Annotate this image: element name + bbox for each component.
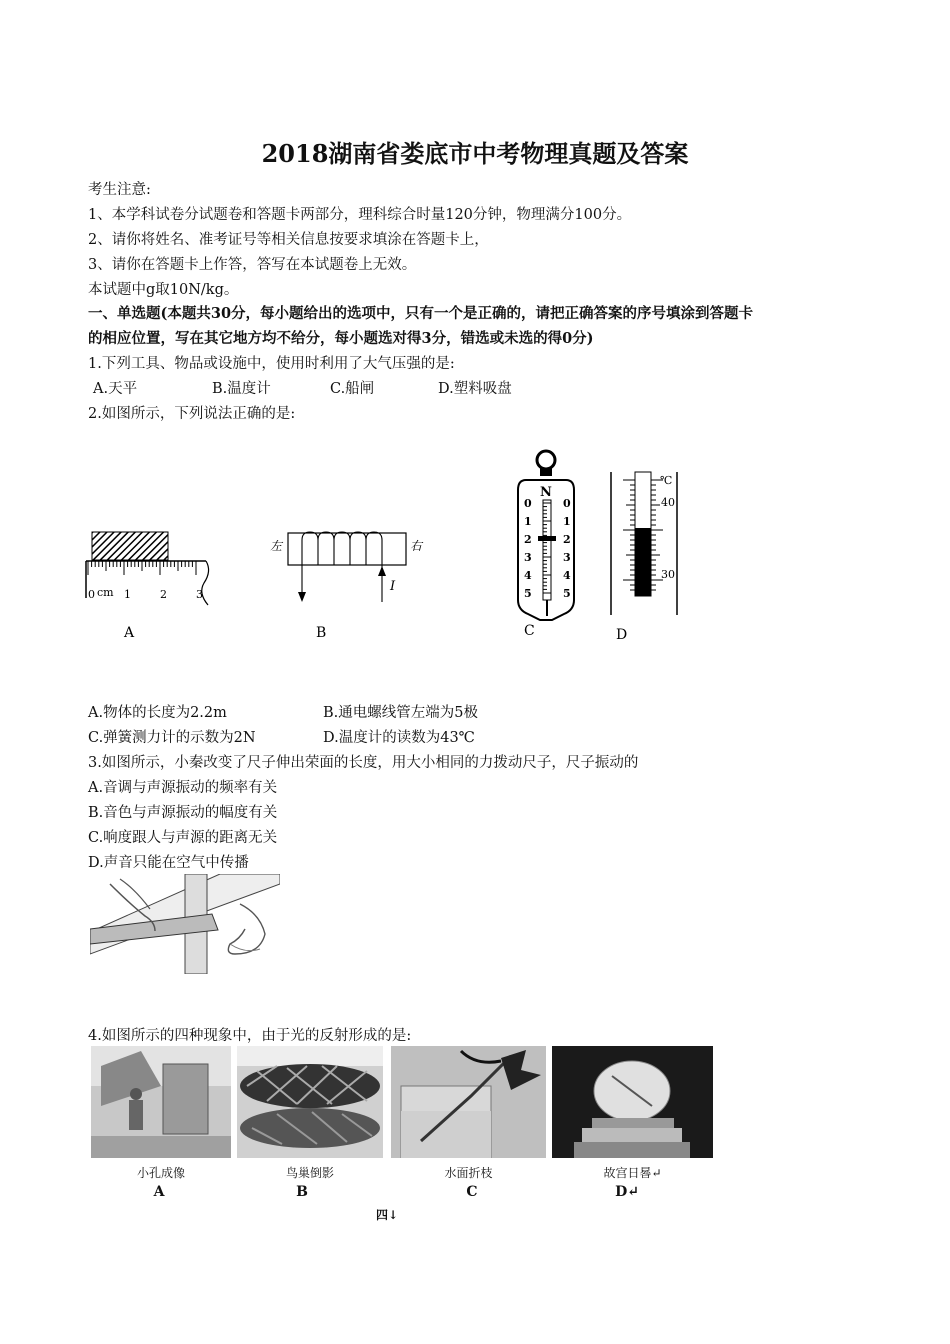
q3-figure — [90, 874, 280, 974]
label-c: C — [466, 1184, 478, 1200]
q3-option-d: D.声音只能在空气中传播 — [88, 855, 249, 871]
q1-option-d: D.塑料吸盘 — [438, 381, 512, 397]
label-a: A — [153, 1184, 165, 1200]
spring-tick-r-1: 1 — [563, 515, 571, 528]
page-title: 2018湖南省娄底市中考物理真题及答案 — [261, 139, 689, 168]
ruler-figure — [86, 532, 209, 605]
solenoid-figure — [270, 532, 424, 602]
ruler-unit: cm — [97, 586, 114, 599]
section-heading-line-1: 一、单选题(本题共30分，每小题给出的选项中，只有一个是正确的，请把正确答案的序号填涂到答题卡 — [88, 305, 754, 322]
caption-b: 鸟巢倒影 — [285, 1166, 334, 1180]
q1-option-b: B.温度计 — [212, 381, 271, 397]
label-b: B — [296, 1184, 308, 1200]
g-note: 本试题中g取10N/kg。 — [88, 282, 239, 298]
q2-option-b: B.通电螺线管左端为5极 — [323, 705, 478, 721]
thermo-40: 40 — [661, 496, 675, 509]
q2-option-a: A.物体的长度为2.2m — [88, 705, 227, 721]
spring-unit: N — [540, 485, 552, 500]
notice-item-2: 2、请你将姓名、准考证号等相关信息按要求填涂在答题卡上， — [88, 232, 489, 248]
thermo-30: 30 — [661, 568, 675, 581]
notice-item-1: 1、本学科试卷分试题卷和答题卡两部分，理科综合时量120分钟，物理满分100分。 — [88, 207, 632, 223]
caption-c: 水面折枝 — [444, 1166, 493, 1180]
ruler-tick-0: 0 — [88, 588, 95, 601]
q2-label-d: D — [616, 627, 628, 643]
q2-stem: 2.如图所示，下列说法正确的是: — [88, 406, 296, 422]
spring-tick-l-3: 3 — [524, 551, 532, 564]
section-heading-line-2: 的相应位置，写在其它地方均不给分，每小题选对得3分，错选或未选的得0分) — [88, 330, 594, 347]
spring-tick-r-2: 2 — [563, 533, 571, 546]
thermo-unit: ℃ — [660, 474, 673, 487]
photo-bent-stick — [391, 1046, 546, 1158]
q4-stem: 4.如图所示的四种现象中，由于光的反射形成的是: — [88, 1028, 412, 1044]
spring-tick-l-0: 0 — [524, 497, 532, 510]
notice-item-3: 3、请你在答题卡上作答，答写在本试题卷上无效。 — [88, 257, 417, 273]
ruler-tick-1: 1 — [124, 588, 131, 601]
current-label: I — [390, 579, 396, 594]
spring-scale-figure — [518, 451, 574, 620]
spring-tick-l-1: 1 — [524, 515, 532, 528]
photo-pinhole — [91, 1046, 231, 1158]
solenoid-right-label: 右 — [410, 539, 423, 553]
notice-heading: 考生注意: — [88, 182, 151, 198]
q1-option-a: A.天平 — [93, 381, 138, 397]
q2-label-a: A — [124, 625, 135, 641]
spring-tick-r-0: 0 — [563, 497, 571, 510]
spring-tick-r-4: 4 — [563, 569, 571, 582]
q3-option-b: B.音色与声源振动的幅度有关 — [88, 805, 278, 821]
spring-tick-l-5: 5 — [524, 587, 532, 600]
q2-option-d: D.温度计的读数为43℃ — [323, 730, 475, 746]
q3-option-c: C.响度跟人与声源的距离无关 — [88, 830, 278, 846]
caption-a: 小孔成像 — [136, 1166, 185, 1180]
q3-stem: 3.如图所示，小秦改变了尺子伸出荣面的长度，用大小相同的力拨动尺子，尺子振动的 — [88, 755, 639, 771]
caption-d: 故宫日晷↵ — [603, 1166, 662, 1180]
spring-tick-l-4: 4 — [524, 569, 532, 582]
q1-option-c: C.船闸 — [330, 381, 375, 397]
q2-option-c: C.弹簧测力计的示数为2N — [88, 730, 256, 746]
label-d: D↵ — [615, 1184, 639, 1200]
q2-label-b: B — [316, 625, 327, 641]
q2-label-c: C — [524, 623, 535, 639]
spring-tick-r-5: 5 — [563, 587, 571, 600]
ruler-tick-2: 2 — [160, 588, 167, 601]
solenoid-left-label: 左 — [270, 539, 283, 553]
q4-footer: 四↓ — [375, 1208, 399, 1222]
photo-birds-nest — [237, 1046, 383, 1158]
q3-option-a: A.音调与声源振动的频率有关 — [88, 780, 278, 796]
spring-tick-l-2: 2 — [524, 533, 532, 546]
ruler-tick-3: 3 — [196, 588, 203, 601]
thermometer-figure — [611, 472, 677, 615]
photo-sundial — [552, 1046, 713, 1158]
q2-figure — [0, 440, 950, 660]
spring-tick-r-3: 3 — [563, 551, 571, 564]
q1-stem: 1.下列工具、物品或设施中，使用时利用了大气压强的是: — [88, 356, 455, 372]
